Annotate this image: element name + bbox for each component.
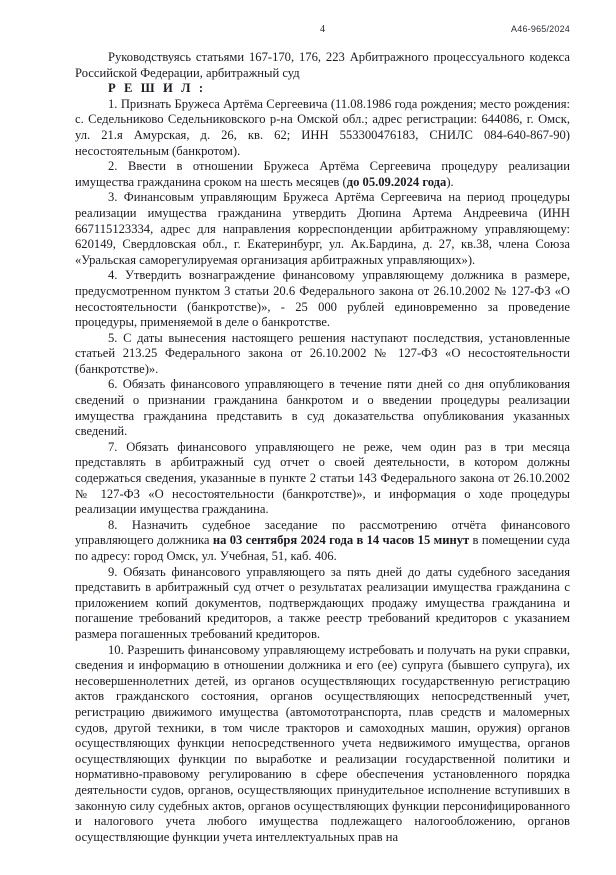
document-header: [75, 24, 570, 38]
resolution-item: [75, 565, 570, 643]
resolution-item-number: 2.: [108, 159, 118, 174]
resolution-item-text: Утвердить вознаграждение финансовому управляющему должника в размере, предусмотренном пунктом 3 статьи 20.6 Федерального закона от 26.10.2002 № 127-ФЗ «О несостоятельности (банкротстве)», - 25 000 рублей единовременно за проведение процедуры, применяемой в деле о банкротстве.: [75, 268, 570, 330]
resolution-item: [75, 643, 570, 846]
resolution-item-text: Обязать финансового управляющего в течение пяти дней со дня опубликования сведений о признании гражданина банкротом и о введении процедуры реализации имущества гражданина представить в суд доказательства опубликования указанных сведений.: [75, 377, 570, 439]
resolution-heading: Р Е Ш И Л :: [108, 81, 206, 96]
resolution-item-text: Финансовым управляющим Бружеса Артёма Сергеевича на период процедуры реализации имущества гражданина утвердить Дюпина Артема Андреевича (ИНН 667115123334, адрес для направления корреспонденции арбитражному управляющему: 620149, Свердловская обл., г. Екатеринбург, ул. Ак.Бардина, д. 27, кв.38, члена Союза «Уральская саморегулируемая организация арбитражных управляющих»).: [75, 190, 570, 267]
resolution-item: [75, 518, 570, 565]
resolution-item-text-tail: ).: [446, 174, 454, 189]
resolution-item-emphasis: на 03 сентября 2024 года в 14 часов 15 минут: [212, 533, 470, 548]
resolution-item-number: 6.: [108, 377, 118, 392]
resolution-item: [75, 159, 570, 190]
resolution-item: [75, 190, 570, 268]
resolution-item-number: 4.: [108, 268, 118, 283]
resolution-item: [75, 97, 570, 159]
resolution-item-number: 7.: [108, 439, 118, 454]
resolution-item-text: Признать Бружеса Артёма Сергеевича (11.08.1986 года рождения; место рождения: с. Седельниково Седельниковского р-на Омской обл.; адрес регистрации: 644086, г. Омск, ул. 21.я Амурская, д. 26, кв. 62; ИНН 553300476183, СНИЛС 084-640-867-90) несостоятельным (банкротом).: [75, 96, 571, 158]
resolution-item-number: 9.: [108, 564, 118, 579]
resolution-item-number: 3.: [108, 190, 118, 205]
page-number: 4: [319, 24, 326, 35]
resolution-item-text: Обязать финансового управляющего не реже, чем один раз в три месяца представлять в арбитражный суд отчет о своей деятельности, в котором должны содержаться сведения, указанные в пункте 2 статьи 143 Федерального закона от 26.10.2002 № 127-ФЗ «О несостоятельности (банкротстве)», и информация о ходе процедуры реализации имущества гражданина.: [75, 439, 570, 517]
resolution-item-number: 8.: [108, 517, 118, 532]
resolution-item: [75, 331, 570, 378]
resolution-item-text: Разрешить финансовому управляющему истребовать и получать на руки справки, сведения и информацию в отношении должника и его (ее) супруга (бывшего супруга), их несовершеннолетних детей, из органов осуществляющих государственную регистрацию актов гражданского состояния, органов осуществляющих непосредственный учет, регистрацию движимого имущества (автомототранспорта, плав средств и маломерных судов, другой техники, в том числе тракторов и самоходных машин, оружия) органов осуществляющих функции непосредственного учета недвижимого имущества, органов осуществляющих функции по выработке и реализации государственной политики и нормативно-правовому регулированию в сфере обеспечения установленного порядка деятельности судов, органов, осуществляющих принудительное исполнение вступивших в законную силу судебных актов, органов осуществляющих функции персонифицированного и налогового учета любого имущества подлежащего налогообложению, органов осуществляющие функции учета интеллектуальных прав на: [75, 642, 570, 844]
intro-paragraph: Руководствуясь статьями 167-170, 176, 223 Арбитражного процессуального кодекса Российской Федерации, арбитражный суд: [75, 50, 570, 80]
case-number: А46-965/2024: [511, 24, 570, 34]
resolution-item-text: Ввести в отношении Бружеса Артёма Сергеевича процедуру реализации имущества гражданина сроком на шесть месяцев (: [75, 159, 570, 189]
resolution-items-list: [75, 97, 570, 846]
resolution-item: [75, 440, 570, 518]
resolution-item: [75, 377, 570, 439]
resolution-item: [75, 268, 570, 330]
resolution-item-emphasis: до 05.09.2024 года: [346, 174, 447, 189]
resolution-item-text: Обязать финансового управляющего за пять дней до даты судебного заседания представить в арбитражный суд отчет о результатах реализации имущества гражданина с приложением копий документов, подтверждающих продажу имущества гражданина и погашение требований кредиторов, а также реестр требований кредиторов с указанием размера погашенных требований кредиторов.: [75, 564, 570, 641]
resolution-item-number: 1.: [108, 96, 118, 111]
resolution-item-number: 10.: [108, 642, 124, 657]
resolution-item-text-tail: в помещении суда по адресу: город Омск, ул. Учебная, 51, каб. 406.: [75, 533, 570, 563]
resolution-item-number: 5.: [108, 330, 118, 345]
document-body: [75, 50, 570, 845]
resolution-item-text: Назначить судебное заседание по рассмотрению отчёта финансового управляющего должника: [75, 517, 570, 548]
resolution-item-text: С даты вынесения настоящего решения наступают последствия, установленные статьей 213.25 Федерального закона от 26.10.2002 № 127-ФЗ «О несостоятельности (банкротстве)».: [75, 330, 570, 376]
